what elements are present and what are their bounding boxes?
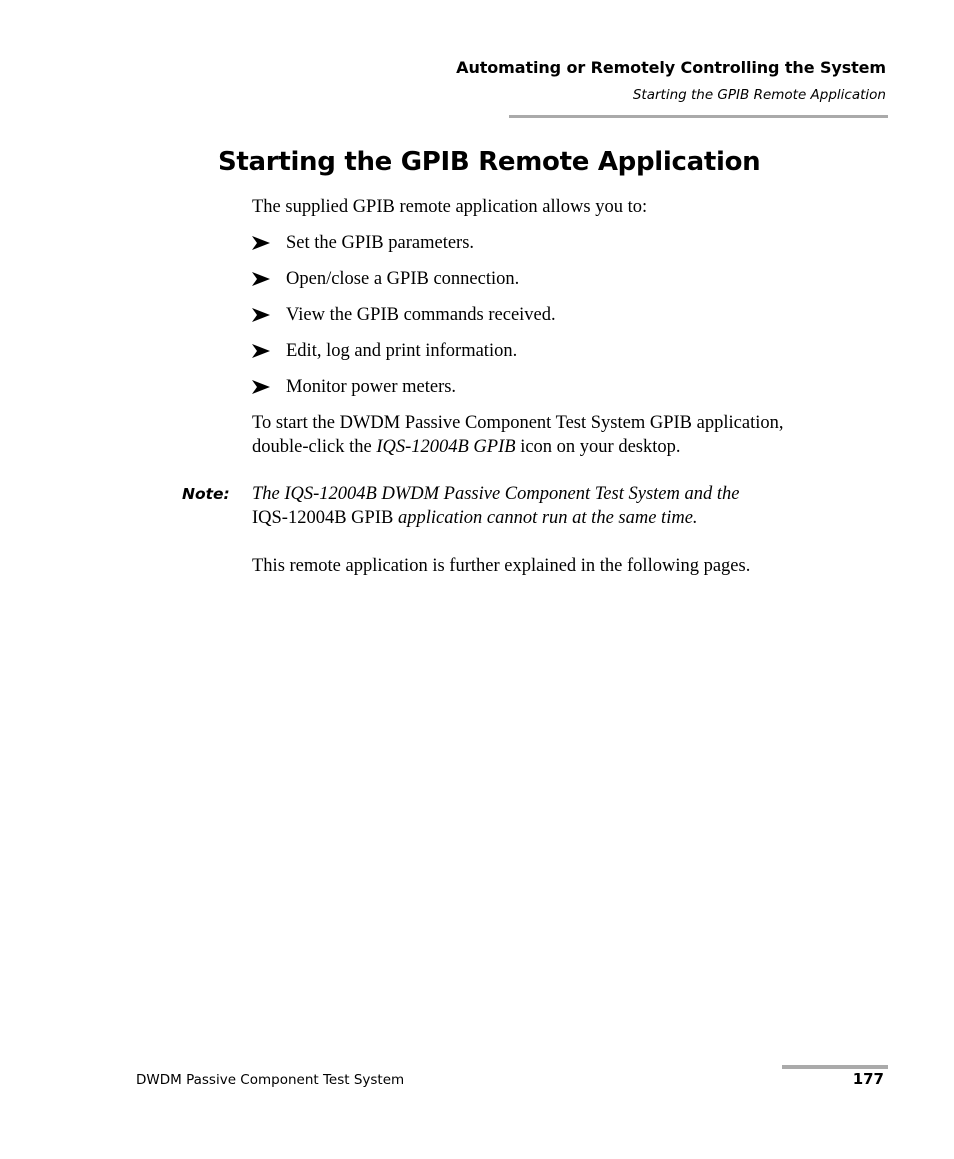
list-item-text: View the GPIB commands received. [286,305,556,325]
list-item-text: Open/close a GPIB connection. [286,269,520,289]
note-text: application cannot run at the same time. [393,508,698,528]
list-item [252,375,456,399]
instruction-text-after: icon on your desktop. [515,437,681,457]
list-item-text: Monitor power meters. [286,377,457,397]
note-line-1 [252,482,739,506]
running-section-title: Starting the GPIB Remote Application [632,87,886,103]
intro-paragraph: The supplied GPIB remote application allows you to: [252,197,648,217]
note-product-name: IQS-12004B GPIB [252,508,394,528]
chapter-title: Automating or Remotely Controlling the System [456,58,886,77]
instruction-text-before: double-click the [252,437,377,457]
note-text: The IQS-12004B DWDM Passive Component Test System and the [252,484,740,504]
running-header [456,57,886,105]
arrowhead-bullet-icon [252,272,270,286]
arrowhead-bullet-icon [252,308,270,322]
closing-paragraph: This remote application is further explained in the following pages. [252,556,751,576]
list-item [252,303,556,327]
note-line-2 [252,506,698,530]
instruction-line-2 [252,435,681,459]
page-title: Starting the GPIB Remote Application [218,147,761,177]
application-name: IQS-12004B GPIB [376,437,516,457]
page-number: 177 [852,1070,884,1088]
list-item [252,267,519,291]
list-item-text: Edit, log and print information. [286,341,518,361]
instruction-line-1: To start the DWDM Passive Component Test System GPIB application, [252,413,784,433]
arrowhead-bullet-icon [252,380,270,394]
footer-product-name: DWDM Passive Component Test System [136,1072,405,1088]
list-item [252,339,517,363]
list-item-text: Set the GPIB parameters. [286,233,475,253]
header-rule [509,115,888,118]
note-label: Note: [182,485,230,503]
list-item [252,231,474,255]
arrowhead-bullet-icon [252,236,270,250]
arrowhead-bullet-icon [252,344,270,358]
